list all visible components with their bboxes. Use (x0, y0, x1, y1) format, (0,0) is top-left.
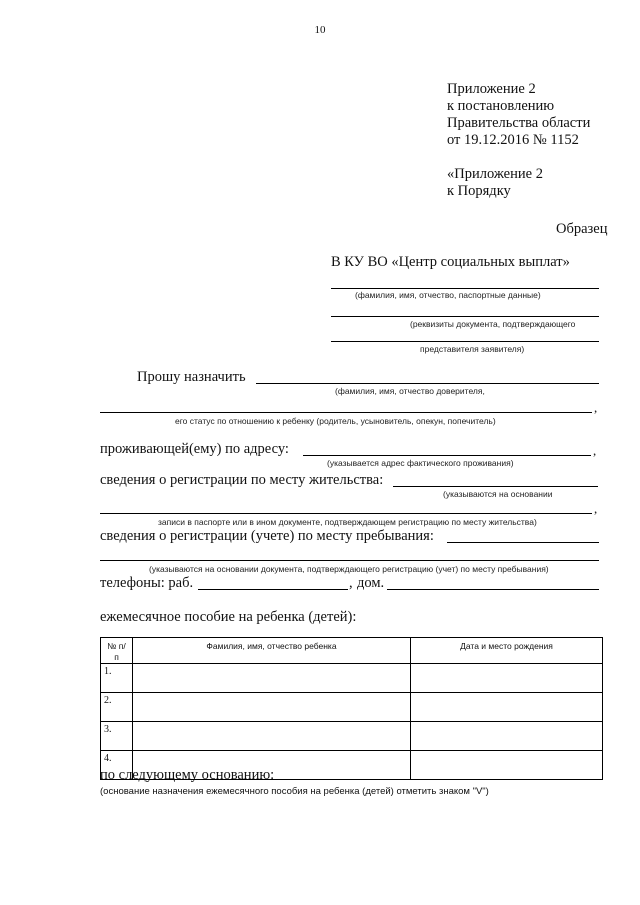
reg-living-comma: , (594, 501, 598, 516)
address-field[interactable] (303, 455, 591, 456)
row-number: 3. (101, 722, 133, 751)
col-header-birth: Дата и место рождения (411, 638, 603, 664)
reg-stay-field[interactable] (447, 542, 599, 543)
address-comma: , (593, 443, 597, 458)
child-name-cell[interactable] (133, 664, 411, 693)
status-note: его статус по отношению к ребенку (родитель, усыновитель, опекун, попечитель) (175, 416, 496, 426)
row-number: 2. (101, 693, 133, 722)
approval-line: Приложение 2 (447, 81, 536, 97)
addressee-title: В КУ ВО «Центр социальных выплат» (331, 254, 570, 270)
fio-passport-field[interactable] (331, 288, 599, 289)
principal-note: (фамилия, имя, отчество доверителя, (335, 386, 485, 396)
reg-living-field[interactable] (393, 486, 598, 487)
row-number: 1. (101, 664, 133, 693)
basis-label: по следующему основанию: (100, 767, 275, 783)
appendix-line: «Приложение 2 (447, 166, 543, 182)
reg-living-note-1: (указываются на основании (443, 489, 553, 499)
basis-note: (основание назначения ежемесячного пособия на ребенка (детей) отметить знаком "V") (100, 786, 489, 797)
home-phone-label: дом. (357, 575, 385, 591)
home-phone-field[interactable] (387, 589, 599, 590)
principal-fio-field[interactable] (256, 383, 599, 384)
birth-cell[interactable] (411, 751, 603, 780)
status-field[interactable] (100, 412, 592, 413)
request-label: Прошу назначить (137, 369, 246, 385)
approval-line: Правительства области (447, 115, 591, 131)
representative-doc-note-1: (реквизиты документа, подтверждающего (410, 319, 576, 329)
sample-label: Образец (556, 221, 608, 237)
representative-doc-note-2: представителя заявителя) (420, 344, 525, 354)
representative-doc-field-2[interactable] (331, 341, 599, 342)
birth-cell[interactable] (411, 664, 603, 693)
approval-line: от 19.12.2016 № 1152 (447, 132, 579, 148)
address-note: (указывается адрес фактического проживания) (327, 458, 514, 468)
children-table (100, 637, 603, 780)
col-header-number: № п/п (101, 638, 133, 664)
reg-stay-field-2[interactable] (100, 560, 599, 561)
reg-stay-label: сведения о регистрации (учете) по месту пребывания: (100, 528, 434, 544)
table-row (101, 664, 603, 693)
child-name-cell[interactable] (133, 693, 411, 722)
table-row (101, 722, 603, 751)
approval-line: к постановлению (447, 98, 555, 114)
birth-cell[interactable] (411, 693, 603, 722)
phones-label: телефоны: раб. (100, 575, 194, 591)
address-label: проживающей(ему) по адресу: (100, 441, 289, 457)
row-number: 4. (101, 751, 133, 780)
reg-living-field-2[interactable] (100, 513, 592, 514)
reg-living-note-2: записи в паспорте или в ином документе, подтверждающем регистрацию по месту жительства) (158, 517, 537, 527)
table-row (101, 693, 603, 722)
appendix-line: к Порядку (447, 183, 511, 199)
page-number: 10 (314, 24, 326, 36)
benefit-label: ежемесячное пособие на ребенка (детей): (100, 609, 357, 625)
col-header-child-name: Фамилия, имя, отчество ребенка (133, 638, 411, 664)
appendix-header (447, 166, 543, 200)
representative-doc-field[interactable] (331, 316, 599, 317)
status-comma: , (594, 400, 598, 415)
table-header-row (101, 638, 603, 664)
reg-living-label: сведения о регистрации по месту жительства: (100, 472, 384, 488)
work-phone-field[interactable] (198, 589, 348, 590)
approval-header (447, 81, 590, 149)
birth-cell[interactable] (411, 722, 603, 751)
fio-passport-note: (фамилия, имя, отчество, паспортные данные) (355, 290, 541, 300)
phones-comma: , (349, 575, 353, 591)
child-name-cell[interactable] (133, 722, 411, 751)
reg-stay-note: (указываются на основании документа, подтверждающего регистрацию (учет) по месту пребывания) (149, 564, 549, 574)
